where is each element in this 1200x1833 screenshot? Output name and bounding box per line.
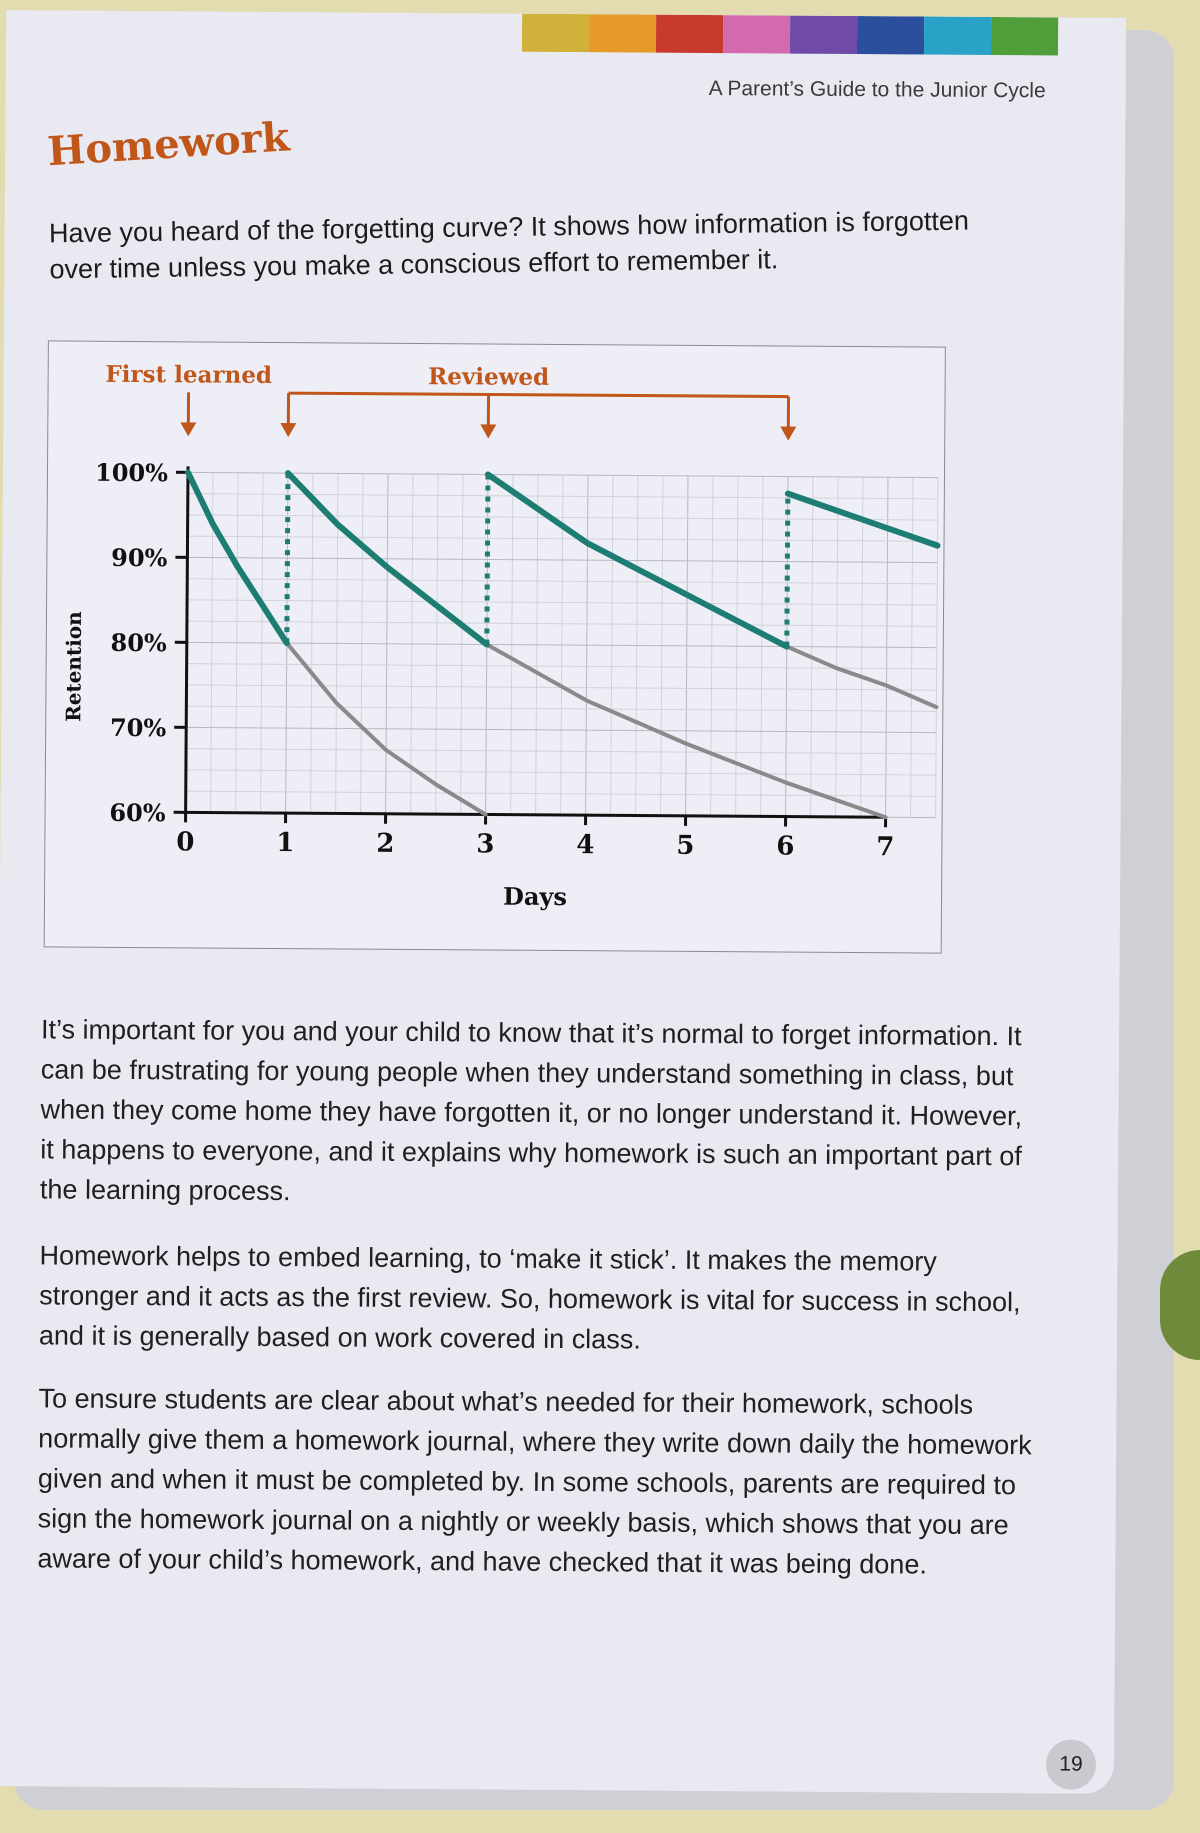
x-tick-label: 2 [376, 828, 395, 859]
page-title: Homework [46, 113, 291, 176]
y-tick-label: 70% [109, 712, 167, 743]
y-tick-label: 60% [109, 797, 166, 828]
color-strip-block-4 [790, 16, 857, 54]
x-axis-label: Days [503, 881, 568, 912]
y-axis-label: Retention [61, 611, 87, 722]
page-number: 19 [1046, 1739, 1096, 1789]
reviewed-arrow-head [780, 427, 796, 441]
color-strip-block-5 [857, 16, 924, 54]
book-page [0, 10, 1126, 1794]
reviewed-bracket [289, 393, 789, 396]
reviewed-arrow-head [480, 424, 496, 438]
x-tick-label: 4 [576, 830, 595, 861]
forgetting-curve-chart [45, 341, 945, 952]
reviewed-label: Reviewed [428, 363, 550, 391]
x-tick-label: 7 [876, 832, 895, 863]
y-tick-label: 100% [94, 457, 169, 488]
color-strip [522, 14, 1058, 56]
y-axis [186, 466, 188, 812]
intro-text: Have you heard of the forgetting curve? It shows how information is forgotten over time unless you make a conscious effort to remember it. [48, 205, 970, 285]
first-learned-arrow-head [180, 422, 196, 436]
x-tick-label: 5 [676, 830, 695, 861]
reviewed-arrow-head [280, 423, 296, 437]
y-tick-label: 80% [110, 627, 167, 658]
x-tick-label: 3 [476, 829, 495, 860]
x-tick-label: 1 [276, 828, 295, 859]
forgetting-curve-figure [44, 340, 946, 953]
color-strip-block-3 [723, 15, 790, 53]
first-learned-label: First learned [105, 360, 273, 389]
paragraph-1: It’s important for you and your child to know that it’s normal to forget information. It can be frustrating for young people when they understand something in class, but when they come home they have forgotten it, or no longer understand it. However, it happens to everyone, and it explains why homework is such an important part of the learning process. [39, 1014, 1023, 1207]
paragraph-2: Homework helps to embed learning, to ‘make it stick’. It makes the memory stronger and it acts as the first review. So, homework is vital for success in school, and it is generally based on work covered in class. [38, 1240, 1021, 1355]
y-tick-label: 90% [111, 542, 168, 573]
color-strip-block-1 [589, 14, 656, 52]
color-strip-block-6 [924, 17, 991, 55]
paragraph-3: To ensure students are clear about what’s needed for their homework, schools normally give them a homework journal, where they write down daily the homework given and when it must be completed by. In some schools, parents are required to sign the homework journal on a nightly or weekly basis, which shows that you are aware of your child’s homework, and have checked that it was being done. [37, 1383, 1032, 1580]
x-tick-label: 6 [776, 831, 795, 862]
running-header: A Parent’s Guide to the Junior Cycle [708, 77, 1046, 103]
color-strip-block-2 [656, 15, 723, 53]
x-tick-label: 0 [176, 827, 195, 858]
color-strip-block-7 [991, 17, 1058, 55]
color-strip-block-0 [522, 14, 589, 52]
